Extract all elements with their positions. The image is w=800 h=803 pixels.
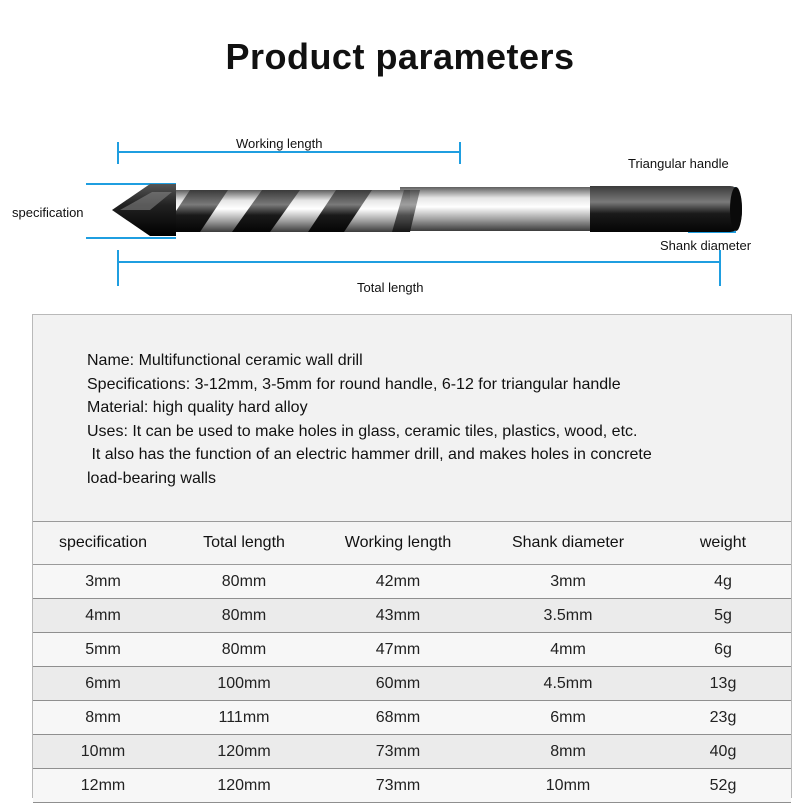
working-length-label: Working length — [236, 136, 323, 151]
spec-table — [33, 521, 791, 803]
cell: 4mm — [481, 633, 655, 667]
cell: 47mm — [315, 633, 481, 667]
drill-shank — [400, 187, 596, 231]
cell: 120mm — [173, 735, 315, 769]
cell: 73mm — [315, 735, 481, 769]
cell: 3mm — [481, 565, 655, 599]
total-length-label: Total length — [357, 280, 424, 295]
cell: 73mm — [315, 769, 481, 803]
cell: 100mm — [173, 667, 315, 701]
info-uses-line-2: It also has the function of an electric hammer drill, and makes holes in concrete — [87, 446, 652, 463]
cell: 23g — [655, 701, 791, 735]
table-header-row — [33, 522, 791, 565]
triangular-handle-shape — [590, 186, 742, 232]
table-row — [33, 565, 791, 599]
header-total-length: Total length — [173, 522, 315, 565]
cell: 43mm — [315, 599, 481, 633]
page-title: Product parameters — [225, 36, 575, 77]
specification-label: specification — [12, 205, 84, 220]
cell: 120mm — [173, 769, 315, 803]
cell: 6mm — [481, 701, 655, 735]
cell: 6g — [655, 633, 791, 667]
cell: 5mm — [33, 633, 173, 667]
cell: 13g — [655, 667, 791, 701]
table-row — [33, 701, 791, 735]
cell: 3.5mm — [481, 599, 655, 633]
cell: 52g — [655, 769, 791, 803]
cell: 6mm — [33, 667, 173, 701]
cell: 10mm — [481, 769, 655, 803]
cell: 68mm — [315, 701, 481, 735]
cell: 8mm — [33, 701, 173, 735]
cell: 42mm — [315, 565, 481, 599]
info-material: Material: high quality hard alloy — [87, 399, 308, 416]
drill-diagram — [0, 120, 800, 310]
cell: 4g — [655, 565, 791, 599]
triangular-handle-label: Triangular handle — [628, 156, 729, 171]
header-specification: specification — [33, 522, 173, 565]
table-row — [33, 735, 791, 769]
header-weight: weight — [655, 522, 791, 565]
shank-diameter-label: Shank diameter — [660, 238, 752, 253]
cell: 12mm — [33, 769, 173, 803]
cell: 4mm — [33, 599, 173, 633]
cell: 60mm — [315, 667, 481, 701]
info-name: Name: Multifunctional ceramic wall drill — [87, 352, 363, 369]
cell: 40g — [655, 735, 791, 769]
cell: 80mm — [173, 633, 315, 667]
table-row — [33, 599, 791, 633]
table-row — [33, 769, 791, 803]
table-row — [33, 633, 791, 667]
header-shank-diameter: Shank diameter — [481, 522, 655, 565]
cell: 10mm — [33, 735, 173, 769]
cell: 8mm — [481, 735, 655, 769]
cell: 80mm — [173, 565, 315, 599]
cell: 5g — [655, 599, 791, 633]
info-uses: Uses: It can be used to make holes in glass, ceramic tiles, plastics, wood, etc. — [87, 422, 638, 440]
table-row — [33, 667, 791, 701]
header-working-length: Working length — [315, 522, 481, 565]
product-info — [87, 349, 787, 490]
info-uses-line-3: load-bearing walls — [87, 469, 216, 487]
info-specifications: Specifications: 3-12mm, 3-5mm for round handle, 6-12 for triangular handle — [87, 375, 621, 393]
cell: 80mm — [173, 599, 315, 633]
cell: 4.5mm — [481, 667, 655, 701]
parameters-panel — [32, 314, 792, 798]
cell: 3mm — [33, 565, 173, 599]
cell: 111mm — [173, 701, 315, 735]
